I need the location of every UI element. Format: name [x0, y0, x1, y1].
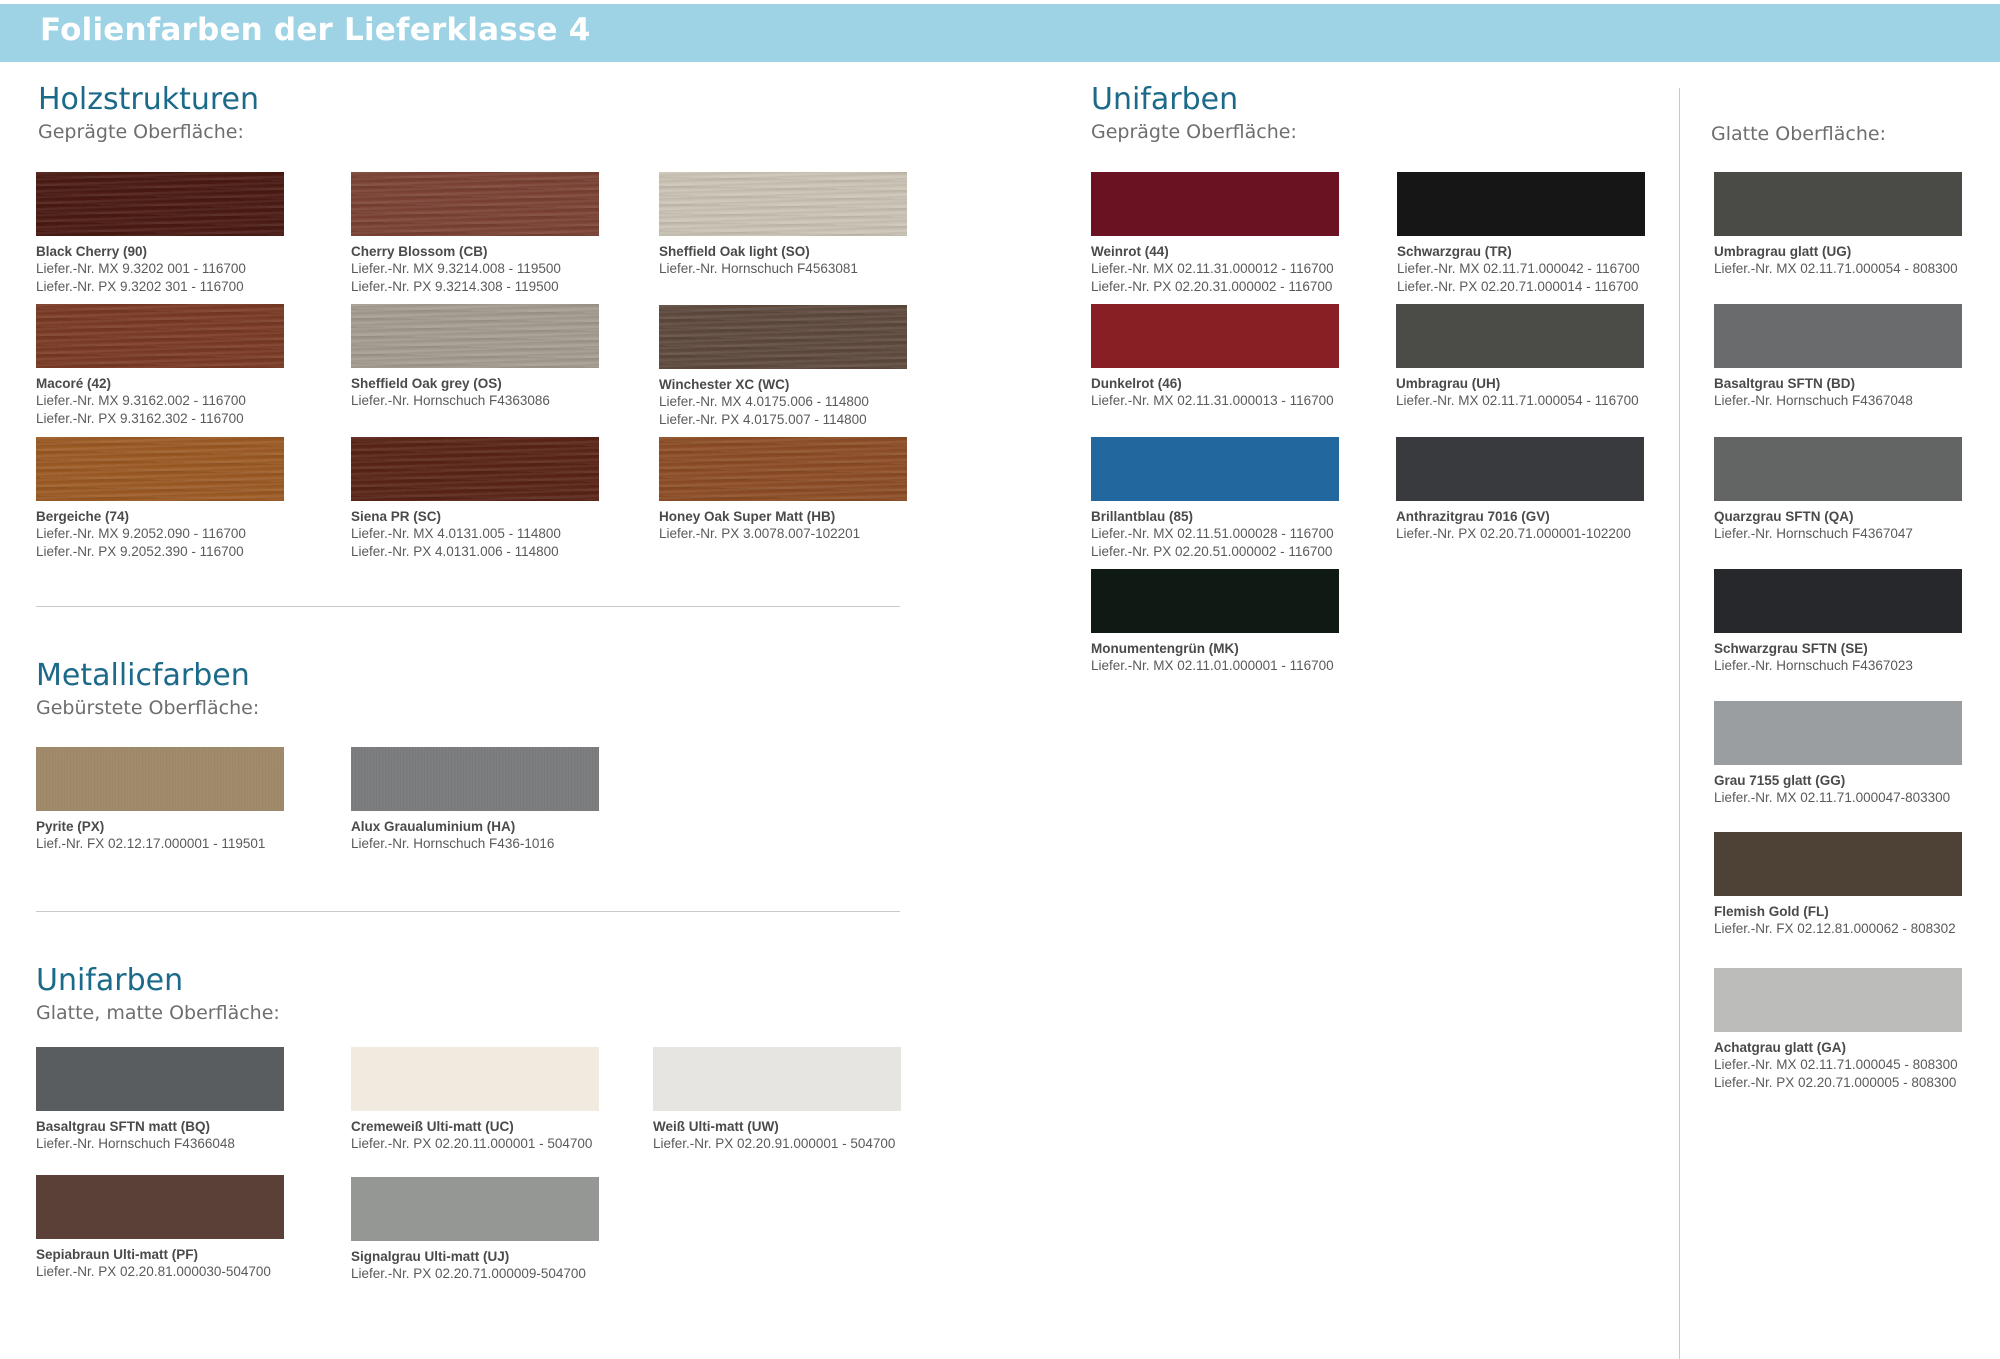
swatch-name: Anthrazitgrau 7016 (GV) — [1396, 509, 1550, 524]
color-swatch — [351, 747, 601, 853]
color-swatch — [659, 437, 909, 543]
color-swatch — [1397, 172, 1647, 296]
color-chip — [653, 1047, 901, 1111]
swatch-code: Liefer.-Nr. Hornschuch F4563081 — [659, 261, 858, 276]
section-title-metallicfarben: Metallicfarben — [36, 658, 250, 693]
color-chip — [351, 1177, 599, 1241]
color-chip — [1714, 701, 1962, 765]
swatch-code: Liefer.-Nr. PX 02.20.11.000001 - 504700 — [351, 1136, 593, 1151]
color-chip — [1397, 172, 1645, 236]
color-chip — [1091, 304, 1339, 368]
swatch-code: Lief.-Nr. FX 02.12.17.000001 - 119501 — [36, 836, 266, 851]
column-divider — [1679, 88, 1680, 1359]
swatch-code: Liefer.-Nr. PX 02.20.71.000009-504700 — [351, 1266, 586, 1281]
color-swatch — [653, 1047, 903, 1153]
color-swatch — [351, 1047, 601, 1153]
swatch-code: Liefer.-Nr. Hornschuch F4367023 — [1714, 658, 1913, 673]
section-metallicfarben — [36, 658, 259, 720]
swatch-code: Liefer.-Nr. MX 9.3202 001 - 116700 — [36, 261, 246, 276]
swatch-code: Liefer.-Nr. PX 02.20.81.000030-504700 — [36, 1264, 271, 1279]
swatch-name: Alux Graualuminium (HA) — [351, 819, 516, 834]
color-chip — [1714, 172, 1962, 236]
swatch-name: Cherry Blossom (CB) — [351, 244, 488, 259]
swatch-code: Liefer.-Nr. PX 02.20.31.000002 - 116700 — [1091, 279, 1333, 294]
color-chip — [351, 1047, 599, 1111]
section-title-unifarben-matt: Unifarben — [36, 963, 184, 998]
swatch-code: Liefer.-Nr. PX 02.20.71.000005 - 808300 — [1714, 1075, 1957, 1090]
swatch-code: Liefer.-Nr. Hornschuch F4367047 — [1714, 526, 1913, 541]
color-chip — [351, 437, 599, 501]
color-chip — [659, 305, 907, 369]
swatch-code: Liefer.-Nr. PX 9.3202 301 - 116700 — [36, 279, 244, 294]
swatch-name: Brillantblau (85) — [1091, 509, 1194, 524]
color-chip — [1714, 304, 1962, 368]
section-title-holzstrukturen: Holzstrukturen — [38, 82, 260, 117]
swatch-name: Monumentengrün (MK) — [1091, 641, 1239, 656]
color-chip — [36, 747, 284, 811]
swatch-code: Liefer.-Nr. Hornschuch F4363086 — [351, 393, 550, 408]
swatch-name: Quarzgrau SFTN (QA) — [1714, 509, 1854, 524]
color-swatch — [36, 747, 286, 853]
color-swatch — [351, 172, 601, 296]
color-swatch — [659, 305, 909, 429]
swatch-code: Liefer.-Nr. Hornschuch F4366048 — [36, 1136, 235, 1151]
color-swatch — [36, 1047, 286, 1153]
color-chip — [36, 1047, 284, 1111]
swatch-code: Liefer.-Nr. MX 4.0131.005 - 114800 — [351, 526, 561, 541]
swatch-code: Liefer.-Nr. MX 9.2052.090 - 116700 — [36, 526, 246, 541]
section-title-unifarben-gepraegt: Unifarben — [1091, 82, 1239, 117]
swatch-code: Liefer.-Nr. MX 02.11.51.000028 - 116700 — [1091, 526, 1334, 541]
page-title: Folienfarben der Lieferklasse 4 — [40, 12, 591, 48]
divider — [36, 911, 900, 912]
swatch-name: Dunkelrot (46) — [1091, 376, 1182, 391]
swatch-name: Macoré (42) — [36, 376, 112, 391]
swatch-name: Umbragrau (UH) — [1396, 376, 1501, 391]
section-subtitle-metallicfarben: Gebürstete Oberfläche: — [36, 697, 260, 719]
color-chip — [36, 437, 284, 501]
color-swatch — [1091, 569, 1341, 675]
color-chip — [1714, 437, 1962, 501]
color-swatch — [36, 437, 286, 561]
color-swatch — [1396, 304, 1646, 410]
swatch-name: Sepiabraun Ulti-matt (PF) — [36, 1247, 199, 1262]
color-chip — [351, 304, 599, 368]
swatch-code: Liefer.-Nr. PX 02.20.71.000014 - 116700 — [1397, 279, 1639, 294]
color-swatch — [659, 172, 909, 278]
color-chip — [1091, 437, 1339, 501]
color-swatch — [1091, 172, 1341, 296]
swatch-code: Liefer.-Nr. PX 02.20.51.000002 - 116700 — [1091, 544, 1333, 559]
color-swatch — [1714, 304, 1964, 410]
color-swatch — [36, 1175, 286, 1281]
swatch-name: Winchester XC (WC) — [659, 377, 790, 392]
swatch-name: Schwarzgrau SFTN (SE) — [1714, 641, 1868, 656]
color-swatch — [1714, 172, 1964, 278]
section-glatt — [1711, 120, 1886, 146]
color-chip — [659, 437, 907, 501]
swatch-code: Liefer.-Nr. MX 02.11.71.000045 - 808300 — [1714, 1057, 1958, 1072]
color-swatch — [1714, 701, 1964, 807]
color-chip — [1091, 569, 1339, 633]
swatch-name: Weiß Ulti-matt (UW) — [653, 1119, 779, 1134]
swatch-code: Liefer.-Nr. PX 3.0078.007-102201 — [659, 526, 861, 541]
swatch-name: Achatgrau glatt (GA) — [1714, 1040, 1847, 1055]
color-swatch — [351, 437, 601, 561]
swatch-name: Cremeweiß Ulti-matt (UC) — [351, 1119, 514, 1134]
section-holzstrukturen — [38, 82, 259, 144]
color-chip — [1714, 832, 1962, 896]
swatch-name: Flemish Gold (FL) — [1714, 904, 1829, 919]
section-unifarben-matt — [36, 963, 280, 1025]
color-chip — [1091, 172, 1339, 236]
color-chip — [1714, 968, 1962, 1032]
swatch-code: Liefer.-Nr. Hornschuch F4367048 — [1714, 393, 1913, 408]
swatch-name: Pyrite (PX) — [36, 819, 105, 834]
swatch-name: Schwarzgrau (TR) — [1397, 244, 1512, 259]
swatch-name: Honey Oak Super Matt (HB) — [659, 509, 836, 524]
swatch-name: Sheffield Oak light (SO) — [659, 244, 810, 259]
swatch-name: Black Cherry (90) — [36, 244, 148, 259]
swatch-code: Liefer.-Nr. MX 02.11.01.000001 - 116700 — [1091, 658, 1334, 673]
color-swatch — [351, 1177, 601, 1283]
swatch-code: Liefer.-Nr. PX 02.20.91.000001 - 504700 — [653, 1136, 896, 1151]
color-swatch — [351, 304, 601, 410]
swatch-name: Umbragrau glatt (UG) — [1714, 244, 1852, 259]
swatch-name: Siena PR (SC) — [351, 509, 442, 524]
swatch-name: Weinrot (44) — [1091, 244, 1169, 259]
swatch-code: Liefer.-Nr. MX 02.11.71.000054 - 116700 — [1396, 393, 1639, 408]
swatch-name: Sheffield Oak grey (OS) — [351, 376, 502, 391]
swatch-code: Liefer.-Nr. MX 9.3162.002 - 116700 — [36, 393, 246, 408]
color-swatch — [1714, 437, 1964, 543]
swatch-code: Liefer.-Nr. MX 02.11.71.000042 - 116700 — [1397, 261, 1640, 276]
swatch-name: Signalgrau Ulti-matt (UJ) — [351, 1249, 510, 1264]
swatch-code: Liefer.-Nr. Hornschuch F436-1016 — [351, 836, 555, 851]
swatch-code: Liefer.-Nr. FX 02.12.81.000062 - 808302 — [1714, 921, 1956, 936]
swatch-name: Grau 7155 glatt (GG) — [1714, 773, 1846, 788]
section-subtitle-holzstrukturen: Geprägte Oberfläche: — [38, 121, 244, 143]
swatch-code: Liefer.-Nr. MX 9.3214.008 - 119500 — [351, 261, 561, 276]
color-swatch — [1396, 437, 1646, 543]
color-swatch — [36, 172, 286, 296]
swatch-code: Liefer.-Nr. PX 9.3162.302 - 116700 — [36, 411, 244, 426]
color-swatch — [36, 304, 286, 428]
color-chip — [1396, 437, 1644, 501]
swatch-code: Liefer.-Nr. MX 02.11.31.000012 - 116700 — [1091, 261, 1334, 276]
swatch-code: Liefer.-Nr. PX 4.0131.006 - 114800 — [351, 544, 559, 559]
swatch-code: Liefer.-Nr. PX 4.0175.007 - 114800 — [659, 412, 867, 427]
color-chip — [1714, 569, 1962, 633]
section-subtitle-glatt: Glatte Oberfläche: — [1711, 123, 1886, 145]
swatch-code: Liefer.-Nr. MX 02.11.31.000013 - 116700 — [1091, 393, 1334, 408]
section-subtitle-unifarben-gepraegt: Geprägte Oberfläche: — [1091, 121, 1297, 143]
swatch-name: Basaltgrau SFTN (BD) — [1714, 376, 1856, 391]
swatch-name: Basaltgrau SFTN matt (BQ) — [36, 1119, 211, 1134]
color-swatch — [1714, 832, 1964, 938]
divider — [36, 606, 900, 607]
header-banner — [0, 4, 2000, 62]
swatch-code: Liefer.-Nr. PX 02.20.71.000001-102200 — [1396, 526, 1631, 541]
color-chip — [659, 172, 907, 236]
swatch-code: Liefer.-Nr. MX 4.0175.006 - 114800 — [659, 394, 869, 409]
color-chip — [351, 172, 599, 236]
swatch-code: Liefer.-Nr. PX 9.3214.308 - 119500 — [351, 279, 559, 294]
color-chip — [351, 747, 599, 811]
color-chip — [36, 1175, 284, 1239]
color-chip — [36, 172, 284, 236]
swatch-code: Liefer.-Nr. PX 9.2052.390 - 116700 — [36, 544, 244, 559]
swatch-name: Bergeiche (74) — [36, 509, 130, 524]
color-swatch — [1091, 304, 1341, 410]
color-swatch — [1091, 437, 1341, 561]
section-subtitle-unifarben-matt: Glatte, matte Oberfläche: — [36, 1002, 280, 1024]
color-chip — [1396, 304, 1644, 368]
section-unifarben-gepraegt — [1091, 82, 1297, 144]
swatch-code: Liefer.-Nr. MX 02.11.71.000047-803300 — [1714, 790, 1951, 805]
color-swatch — [1714, 968, 1964, 1092]
color-swatch — [1714, 569, 1964, 675]
swatch-code: Liefer.-Nr. MX 02.11.71.000054 - 808300 — [1714, 261, 1958, 276]
color-chip — [36, 304, 284, 368]
